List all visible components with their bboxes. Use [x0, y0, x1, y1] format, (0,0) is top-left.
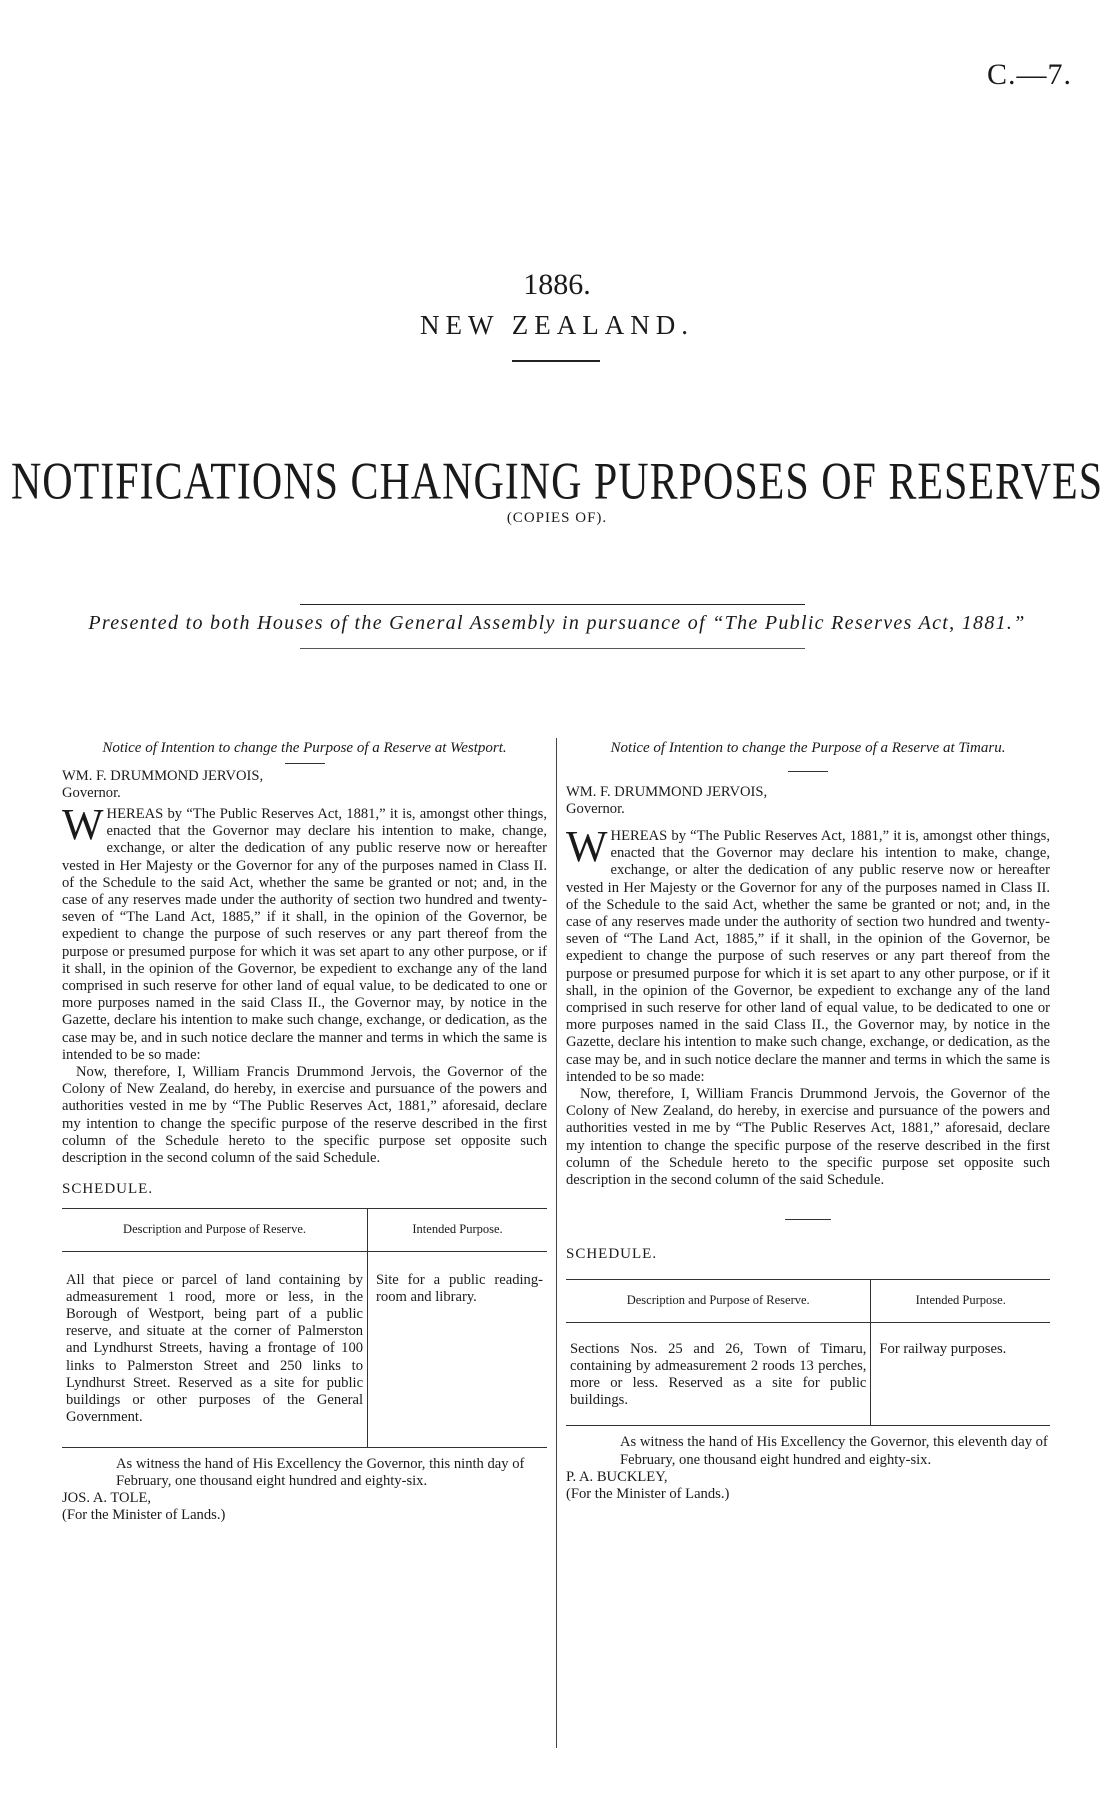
right-governor-title: Governor. [566, 801, 625, 817]
table-row [566, 1322, 1050, 1426]
left-schedule-heading: SCHEDULE. [62, 1181, 154, 1198]
right-dropcap: W [566, 822, 608, 871]
document-title: NOTIFICATIONS CHANGING PURPOSES OF RESERVES [10, 453, 1104, 511]
left-signer: JOS. A. TOLE, [62, 1489, 152, 1506]
presented-statement: Presented to both Houses of the General Assembly in pursuance of “The Public Reserves Act, 1881.” [88, 612, 1026, 634]
right-signer-role: (For the Minister of Lands.) [566, 1486, 730, 1503]
right-schedule-table [566, 1279, 1050, 1426]
right-column [566, 740, 1050, 1503]
right-intended-purpose: For railway purposes. [871, 1322, 1050, 1426]
right-schedule-rule [785, 1219, 831, 1220]
right-witness-text: As witness the hand of His Excellency the Governor, this eleventh day of February, one thousand eight hundred and eighty-six. [620, 1434, 1048, 1468]
right-paragraph-2: Now, therefore, I, William Francis Drummond Jervois, the Governor of the Colony of New Zealand, do hereby, in exercise and pursuance of the powers and authorities vested in me by “The Public Reserves Act, 1881,” aforesaid, declare my intention to change the specific purpose of the reserve described in the first column of the Schedule hereto to the specific purpose set opposite such description in the second column of the said Schedule. [566, 1086, 1050, 1189]
left-schedule-col1-header: Description and Purpose of Reserve. [62, 1209, 368, 1251]
right-schedule-heading: SCHEDULE. [566, 1246, 658, 1263]
presented-rule-bottom [300, 648, 805, 649]
right-witness [566, 1434, 1050, 1468]
left-governor-name: WM. F. DRUMMOND JERVOIS, [62, 768, 264, 784]
country-heading: NEW ZEALAND. [420, 310, 694, 340]
page-reference: C.—7. [986, 58, 1072, 91]
right-schedule-col2-header: Intended Purpose. [871, 1280, 1050, 1322]
left-notice-title: Notice of Intention to change the Purpose of a Reserve at Westport. [102, 740, 507, 756]
left-dropcap: W [62, 800, 104, 849]
left-witness [62, 1456, 547, 1490]
left-governor-title: Governor. [62, 785, 121, 801]
right-paragraph-1: HEREAS by “The Public Reserves Act, 1881,” it is, amongst other things, enacted that the Governor may declare his intention to make, change, exchange, or alter the dedication of any public reserve now or hereafter vested in Her Majesty or the Governor for any of the purposes named in Class II. of the Schedule to the said Act, whether the same be granted or not; and, in the case of any reserves made under the authority of section two hundred and twenty-seven of “The Land Act, 1885,” if it shall, in the opinion of the Governor, be expedient to change the purpose of such reserves or any part thereof from the purpose or presumed purpose for which it is set apart to any other purpose, or if it shall, in the opinion of the Governor, be expedient to exchange any of the land comprised in such reserve for other land of equal value, to be dedicated to one or more purposes named in the said Class II., the Governor may, by notice in the Gazette, declare his intention to make such change, exchange, or dedication, as the case may be, and in such notice declare the manner and terms in which the same is intended to be so made: [566, 828, 1050, 1085]
right-governor-name: WM. F. DRUMMOND JERVOIS, [566, 784, 768, 800]
right-signer: P. A. BUCKLEY, [566, 1468, 668, 1485]
heading-rule [512, 360, 600, 362]
presented-rule-top [300, 604, 805, 605]
left-title-rule [285, 763, 325, 764]
left-witness-text: As witness the hand of His Excellency the Governor, this ninth day of February, one thousand eight hundred and eighty-six. [116, 1455, 525, 1489]
left-intended-purpose: Site for a public reading-room and library. [368, 1251, 547, 1447]
document-year: 1886. [523, 268, 591, 301]
left-paragraph-2: Now, therefore, I, William Francis Drummond Jervois, the Governor of the Colony of New Zealand, do hereby, in exercise and pursuance of the powers and authorities vested in me by “The Public Reserves Act, 1881,” aforesaid, declare my intention to change the specific purpose of the reserve described in the first column of the Schedule hereto to the specific purpose set opposite such description in the second column of the said Schedule. [62, 1064, 547, 1167]
column-divider [556, 738, 557, 1748]
left-schedule-col2-header: Intended Purpose. [368, 1209, 547, 1251]
left-signer-role: (For the Minister of Lands.) [62, 1507, 226, 1524]
right-reserve-description: Sections Nos. 25 and 26, Town of Timaru, containing by admeasurement 2 roods 13 perches, more or less. Reserved as a site for public buildings. [566, 1322, 871, 1426]
document-subtitle: (COPIES OF). [506, 510, 608, 526]
right-schedule-col1-header: Description and Purpose of Reserve. [566, 1280, 871, 1322]
right-notice-title: Notice of Intention to change the Purpose of a Reserve at Timaru. [610, 740, 1006, 756]
right-title-rule [788, 771, 828, 772]
left-reserve-description: All that piece or parcel of land containing by admeasurement 1 rood, more or less, in the Borough of Westport, being part of a public reserve, and situate at the corner of Palmerston and Lyndhurst Streets, having a frontage of 100 links to Palmerston Street and 250 links to Lyndhurst Street. Reserved as a site for public buildings or other purposes of the General Government. [62, 1251, 368, 1447]
table-row [62, 1251, 547, 1447]
left-paragraph-1: HEREAS by “The Public Reserves Act, 1881,” it is, amongst other things, enacted that the Governor may declare his intention to make, change, exchange, or alter the dedication of any public reserve now or hereafter vested in Her Majesty or the Governor for any of the purposes named in Class II. of the Schedule to the said Act, whether the same be granted or not; and, in the case of any reserves made under the authority of section two hundred and twenty-seven of “The Land Act, 1885,” if it shall, in the opinion of the Governor, be expedient to change the purpose of such reserves or any part thereof from the purpose or presumed purpose for which it was set apart to any other purpose, or if it shall, in the opinion of the Governor, be expedient to exchange any of the land comprised in such reserve for other land of equal value, to be dedicated to one or more purposes named in the said Class II., the Governor may, by notice in the Gazette, declare his intention to make such change, exchange, or dedication, as the case may be, and in such notice declare the manner and terms in which the same is intended to be so made: [62, 806, 547, 1063]
left-column [62, 740, 547, 1524]
left-schedule-table [62, 1208, 547, 1447]
